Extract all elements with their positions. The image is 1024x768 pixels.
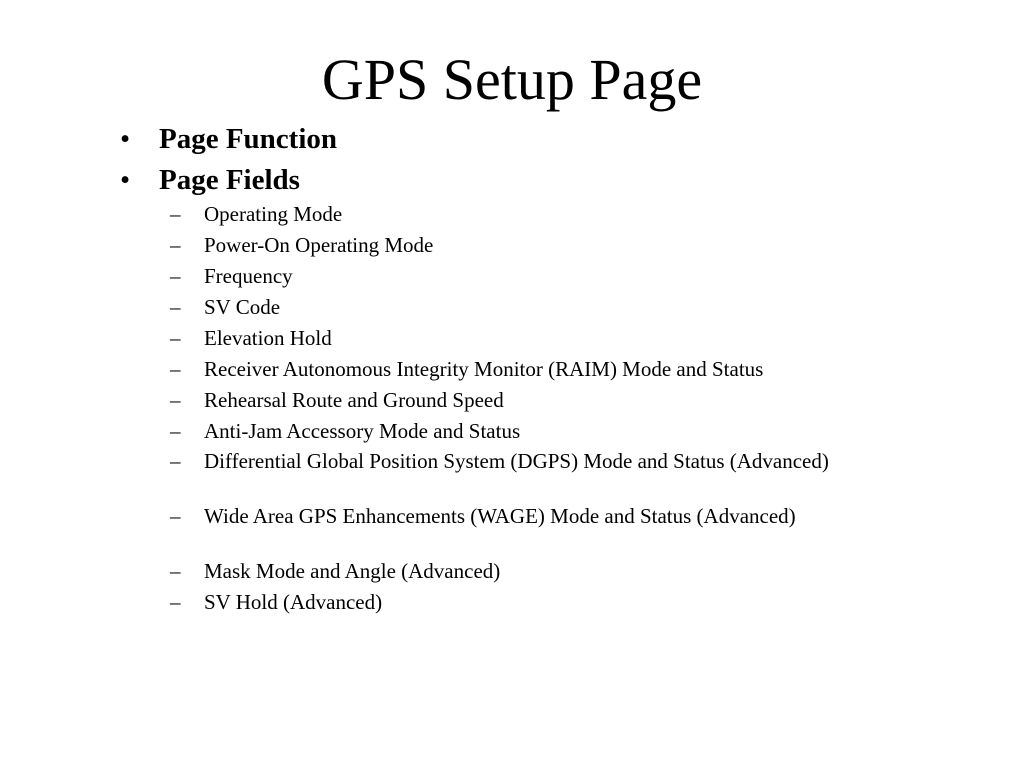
sub-bullet-marker: – [170, 559, 181, 583]
field-text: Mask Mode and Angle (Advanced) [204, 559, 501, 583]
field-text: Operating Mode [204, 202, 343, 226]
sub-bullet-marker: – [170, 233, 181, 257]
bullet-marker: • [120, 123, 131, 155]
field-text: SV Hold (Advanced) [204, 590, 383, 614]
sub-bullet-marker: – [170, 388, 181, 412]
sub-bullet-marker: – [170, 264, 181, 288]
field-text: Power-On Operating Mode [204, 233, 434, 257]
field-text: Rehearsal Route and Ground Speed [204, 388, 504, 412]
sub-bullet-marker: – [170, 202, 181, 226]
sub-bullet-marker: – [170, 295, 181, 319]
field-text: SV Code [204, 295, 281, 319]
field-text: Differential Global Position System (DGPS) Mode and Status (Advanced) [204, 449, 829, 473]
bullet-text: Page Fields [159, 164, 300, 196]
field-text: Receiver Autonomous Integrity Monitor (RAIM) Mode and Status [204, 357, 764, 381]
bullet-marker: • [120, 164, 131, 196]
sub-bullet-marker: – [170, 449, 181, 473]
sub-bullet-marker: – [170, 419, 181, 443]
field-text: Elevation Hold [204, 326, 332, 350]
sub-bullet-marker: – [170, 357, 181, 381]
slide-title: GPS Setup Page [321, 47, 703, 112]
sub-bullet-marker: – [170, 590, 181, 614]
sub-bullet-marker: – [170, 326, 181, 350]
field-text: Frequency [204, 264, 293, 288]
field-text: Anti-Jam Accessory Mode and Status [204, 419, 521, 443]
field-text: Wide Area GPS Enhancements (WAGE) Mode and Status (Advanced) [204, 504, 796, 528]
bullet-text: Page Function [159, 123, 338, 155]
sub-bullet-marker: – [170, 504, 181, 528]
